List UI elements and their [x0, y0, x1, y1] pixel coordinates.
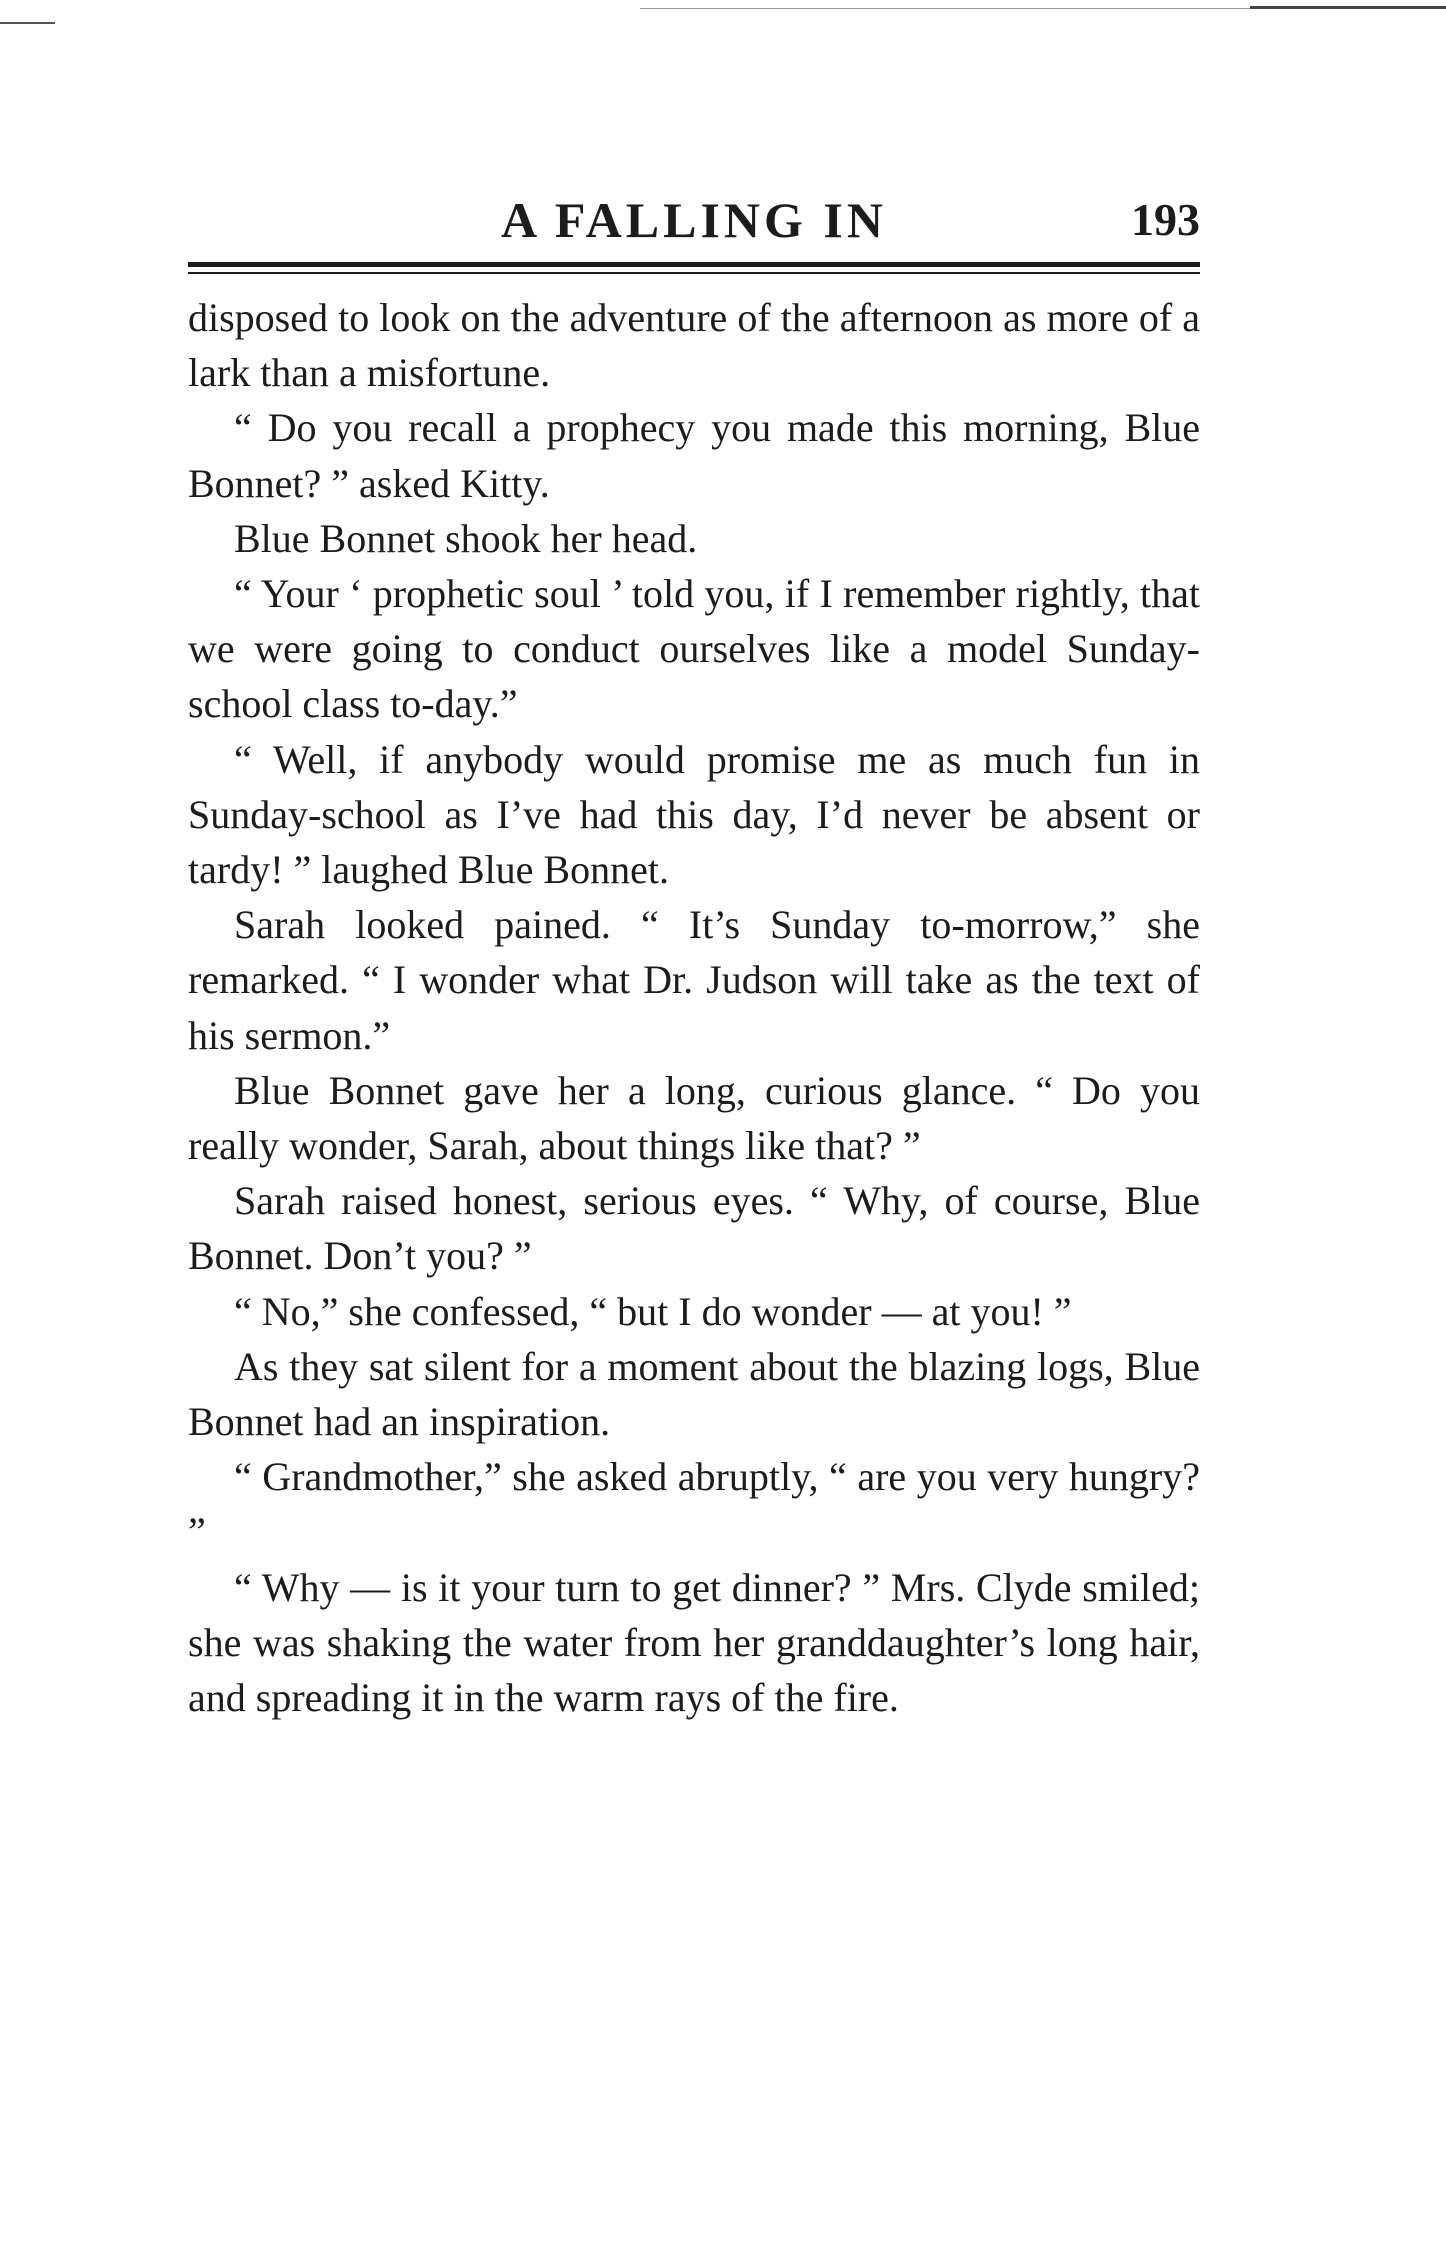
- paragraph: As they sat silent for a moment about the blazing logs, Blue Bonnet had an inspiration.: [188, 1343, 1200, 1445]
- paragraph: “ No,” she confessed, “ but I do wonder — at you! ”: [234, 1288, 1072, 1334]
- page-number: 193: [1131, 194, 1200, 245]
- paragraph: Sarah raised honest, serious eyes. “ Why, of course, Blue Bonnet. Don’t you? ”: [188, 1178, 1200, 1279]
- scan-edge-mark: [0, 22, 55, 24]
- running-title: A FALLING IN: [500, 192, 887, 248]
- header-rule-thin: [188, 272, 1200, 274]
- paragraph: “ Your ‘ prophetic soul ’ told you, if I remember rightly, that we were going to conduct ourselves like a model Sunday-school class to-day.”: [188, 571, 1200, 727]
- paragraph: Blue Bonnet gave her a long, curious glance. “ Do you really wonder, Sarah, about things like that? ”: [188, 1067, 1200, 1169]
- body-text: [188, 290, 1200, 1725]
- paragraph: “ Why — is it your turn to get dinner? ” Mrs. Clyde smiled; she was shaking the water from her granddaughter’s long hair, and spreading it in the warm rays of the fire.: [188, 1564, 1200, 1721]
- paragraph: “ Grandmother,” she asked abruptly, “ are you very hungry? ”: [188, 1454, 1200, 1555]
- scan-edge-mark: [1250, 6, 1446, 9]
- running-head: [188, 185, 1200, 255]
- paragraph: disposed to look on the adventure of the afternoon as more of a lark than a misfortune.: [188, 295, 1200, 396]
- paragraph: “ Do you recall a prophecy you made this morning, Blue Bonnet? ” asked Kitty.: [188, 405, 1200, 506]
- paragraph: Blue Bonnet shook her head.: [234, 515, 698, 561]
- header-rule: [188, 262, 1200, 267]
- paragraph: Sarah looked pained. “ It’s Sunday to-morrow,” she remarked. “ I wonder what Dr. Judson will take as the text of his sermon.”: [188, 902, 1200, 1058]
- paragraph: “ Well, if anybody would promise me as much fun in Sunday-school as I’ve had this day, I’d never be absent or tardy! ” laughed Blue Bonnet.: [188, 736, 1200, 893]
